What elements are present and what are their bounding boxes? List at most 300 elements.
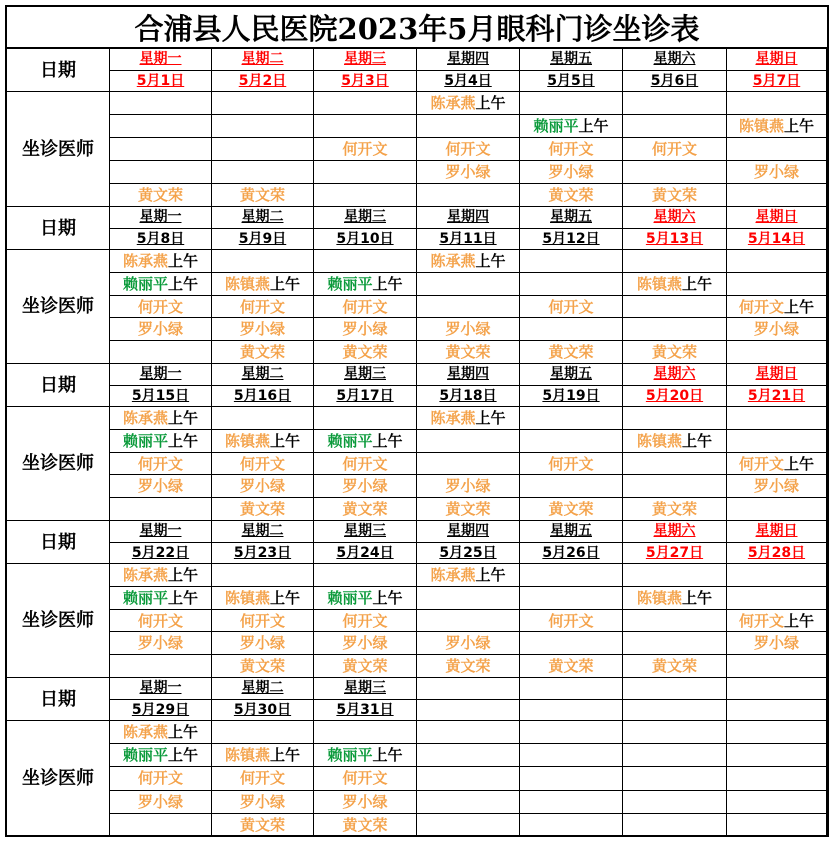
doctor-name: 陈承燕 [122, 409, 168, 427]
doctor-name: 陈承燕 [430, 252, 476, 270]
doctor-name: 何开文 [548, 297, 594, 316]
schedule-cell [314, 767, 417, 790]
schedule-cell [417, 115, 520, 138]
date-cell [212, 543, 314, 565]
session-suffix: 上午 [784, 117, 815, 135]
schedule-cell [110, 767, 212, 790]
schedule-cell [417, 250, 520, 273]
weekday-text: 星期二 [241, 523, 284, 539]
weekday-text: 星期三 [344, 366, 386, 382]
schedule-cell [520, 430, 623, 453]
date-cell [623, 700, 727, 722]
schedule-cell [623, 341, 727, 364]
doctor-name: 罗小绿 [342, 792, 388, 811]
doctor-name: 黄文荣 [651, 500, 697, 519]
date-text: 5月10日 [336, 230, 394, 247]
doctor-name: 罗小绿 [239, 320, 285, 339]
schedule-cell [110, 273, 212, 296]
doctor-name: 何开文 [651, 140, 697, 158]
date-text: 5月29日 [131, 701, 190, 718]
doctor-name: 陈镇燕 [224, 274, 270, 293]
date-text: 5月14日 [747, 230, 806, 247]
schedule-cell [110, 564, 212, 587]
doctor-label: 坐诊医师 [7, 721, 110, 837]
date-text: 5月20日 [645, 387, 704, 404]
schedule-cell [417, 161, 520, 184]
date-cell [623, 543, 727, 565]
session-suffix: 上午 [682, 588, 713, 607]
session-suffix: 上午 [578, 117, 609, 135]
date-cell [623, 71, 727, 93]
weekday-text: 星期六 [653, 366, 696, 382]
doctor-name: 罗小绿 [342, 634, 388, 653]
session-suffix: 上午 [168, 723, 199, 741]
schedule-cell [212, 430, 314, 453]
schedule-cell [314, 498, 417, 521]
schedule-cell [212, 587, 314, 610]
date-text: 5月3日 [341, 72, 389, 89]
weekday-cell [727, 364, 827, 386]
weekday-cell [623, 678, 727, 700]
weekday-cell [212, 49, 314, 71]
schedule-cell [623, 407, 727, 430]
schedule-cell [727, 92, 827, 115]
session-suffix: 上午 [270, 431, 301, 450]
schedule-cell [212, 610, 314, 633]
schedule-cell [727, 610, 827, 633]
session-suffix: 上午 [372, 588, 403, 607]
weekday-text: 星期三 [344, 51, 386, 67]
date-text: 5月6日 [650, 72, 699, 89]
date-cell [110, 229, 212, 251]
schedule-cell [110, 430, 212, 453]
date-cell [417, 386, 520, 408]
schedule-cell [314, 744, 417, 767]
weekday-text: 星期日 [755, 366, 798, 382]
doctor-name: 赖丽平 [327, 274, 373, 293]
date-cell [314, 71, 417, 93]
schedule-cell [417, 632, 520, 655]
schedule-cell [314, 475, 417, 498]
schedule-cell [520, 814, 623, 837]
schedule-cell [212, 453, 314, 476]
schedule-cell [623, 184, 727, 207]
session-suffix: 上午 [784, 611, 815, 630]
schedule-cell [212, 138, 314, 161]
doctor-name: 罗小绿 [137, 477, 183, 496]
weekday-text: 星期六 [653, 51, 696, 67]
schedule-cell [314, 92, 417, 115]
schedule-cell [314, 296, 417, 319]
schedule-cell [727, 184, 827, 207]
date-cell [727, 700, 827, 722]
schedule-cell [110, 92, 212, 115]
weekday-cell [727, 207, 827, 229]
doctor-name: 何开文 [239, 611, 285, 630]
schedule-cell [417, 296, 520, 319]
weekday-cell [417, 521, 520, 543]
schedule-cell [110, 318, 212, 341]
date-cell [110, 71, 212, 93]
weekday-text: 星期一 [139, 51, 182, 67]
date-text: 5月28日 [747, 544, 806, 561]
date-cell [110, 386, 212, 408]
schedule-cell [110, 791, 212, 814]
schedule-cell [417, 655, 520, 678]
weekday-cell [110, 364, 212, 386]
weekday-cell [110, 49, 212, 71]
schedule-cell [727, 161, 827, 184]
date-text: 5月24日 [336, 544, 394, 561]
doctor-name: 陈镇燕 [224, 588, 270, 607]
schedule-cell [520, 296, 623, 319]
date-text: 5月22日 [131, 544, 190, 561]
weekday-cell [623, 364, 727, 386]
doctor-name: 陈承燕 [122, 252, 168, 270]
schedule-cell [212, 498, 314, 521]
session-suffix: 上午 [784, 454, 815, 473]
schedule-cell [520, 115, 623, 138]
date-cell [212, 700, 314, 722]
weekday-cell [212, 678, 314, 700]
weekday-cell [417, 207, 520, 229]
schedule-cell [417, 318, 520, 341]
date-cell [110, 543, 212, 565]
date-cell [212, 386, 314, 408]
weekday-text: 星期四 [447, 51, 489, 67]
schedule-cell [110, 407, 212, 430]
weekday-cell [314, 521, 417, 543]
doctor-name: 赖丽平 [327, 746, 373, 765]
doctor-name: 陈镇燕 [224, 746, 270, 765]
schedule-cell [623, 814, 727, 837]
schedule-cell [314, 115, 417, 138]
schedule-cell [417, 341, 520, 364]
doctor-name: 黄文荣 [239, 343, 285, 362]
weekday-text: 星期四 [447, 523, 489, 539]
date-text: 5月5日 [547, 72, 595, 89]
doctor-name: 何开文 [548, 140, 594, 158]
weekday-cell [727, 521, 827, 543]
weekday-text: 星期六 [653, 209, 696, 225]
session-suffix: 上午 [168, 431, 199, 450]
session-suffix: 上午 [168, 566, 199, 584]
doctor-name: 何开文 [239, 297, 285, 316]
weekday-text: 星期二 [241, 366, 284, 382]
schedule-cell [520, 655, 623, 678]
doctor-name: 罗小绿 [342, 477, 388, 496]
doctor-name: 何开文 [342, 611, 388, 630]
doctor-name: 陈镇燕 [636, 588, 682, 607]
schedule-cell [110, 655, 212, 678]
date-cell [623, 386, 727, 408]
weekday-cell [623, 49, 727, 71]
date-cell [520, 386, 623, 408]
date-text: 5月7日 [752, 72, 801, 89]
doctor-name: 赖丽平 [327, 588, 373, 607]
doctor-name: 黄文荣 [548, 343, 594, 362]
weekday-text: 星期日 [755, 51, 798, 67]
date-label: 日期 [7, 678, 110, 721]
doctor-name: 何开文 [137, 297, 183, 316]
schedule-cell [727, 655, 827, 678]
date-cell [110, 700, 212, 722]
doctor-name: 何开文 [548, 454, 594, 473]
schedule-cell [623, 161, 727, 184]
schedule-cell [520, 498, 623, 521]
page-title: 合浦县人民医院2023年5月眼科门诊坐诊表 [7, 7, 827, 49]
schedule-cell [314, 407, 417, 430]
schedule-cell [212, 115, 314, 138]
schedule-cell [727, 430, 827, 453]
doctor-name: 何开文 [342, 454, 388, 473]
schedule-cell [110, 475, 212, 498]
session-suffix: 上午 [168, 409, 199, 427]
date-label: 日期 [7, 521, 110, 564]
date-cell [727, 229, 827, 251]
doctor-name: 黄文荣 [342, 500, 388, 519]
schedule-cell [727, 632, 827, 655]
doctor-name: 赖丽平 [122, 588, 168, 607]
schedule-cell [110, 341, 212, 364]
schedule-cell [314, 587, 417, 610]
doctor-name: 何开文 [239, 454, 285, 473]
schedule-cell [727, 498, 827, 521]
schedule-cell [727, 407, 827, 430]
weekday-text: 星期五 [550, 209, 592, 225]
doctor-label: 坐诊医师 [7, 92, 110, 207]
schedule-cell [623, 587, 727, 610]
session-suffix: 上午 [475, 252, 506, 270]
date-text: 5月12日 [542, 230, 600, 247]
schedule-cell [314, 161, 417, 184]
doctor-name: 黄文荣 [239, 500, 285, 519]
schedule-cell [212, 744, 314, 767]
doctor-name: 黄文荣 [342, 815, 388, 834]
doctor-name: 罗小绿 [753, 477, 799, 496]
doctor-name: 何开文 [342, 140, 388, 158]
schedule-cell [623, 744, 727, 767]
schedule-cell [727, 273, 827, 296]
weekday-text: 星期二 [241, 209, 284, 225]
schedule-cell [520, 587, 623, 610]
doctor-name: 陈镇燕 [224, 431, 270, 450]
schedule-cell [623, 92, 727, 115]
schedule-cell [110, 453, 212, 476]
schedule-cell [212, 296, 314, 319]
weekday-text: 星期四 [447, 366, 489, 382]
doctor-name: 罗小绿 [137, 320, 183, 339]
doctor-name: 何开文 [342, 297, 388, 316]
session-suffix: 上午 [475, 409, 506, 427]
schedule-cell [520, 318, 623, 341]
schedule-cell [314, 318, 417, 341]
doctor-name: 黄文荣 [445, 657, 491, 676]
schedule-cell [623, 138, 727, 161]
schedule-cell [212, 184, 314, 207]
schedule-cell [212, 475, 314, 498]
schedule-cell [417, 587, 520, 610]
date-text: 5月19日 [542, 387, 600, 404]
schedule-cell [212, 318, 314, 341]
schedule-cell [110, 250, 212, 273]
schedule-cell [520, 184, 623, 207]
schedule-cell [110, 721, 212, 744]
weekday-text: 星期二 [241, 680, 284, 696]
weekday-text: 星期日 [755, 523, 798, 539]
doctor-name: 赖丽平 [122, 746, 168, 765]
weekday-cell [727, 49, 827, 71]
schedule-cell [727, 767, 827, 790]
session-suffix: 上午 [475, 566, 506, 584]
schedule-cell [314, 791, 417, 814]
schedule-cell [212, 161, 314, 184]
schedule-cell [520, 92, 623, 115]
schedule-cell [520, 767, 623, 790]
schedule-cell [314, 721, 417, 744]
date-cell [314, 700, 417, 722]
session-suffix: 上午 [168, 252, 199, 270]
schedule-cell [623, 115, 727, 138]
doctor-name: 何开文 [738, 611, 784, 630]
weekday-text: 星期五 [550, 366, 592, 382]
schedule-cell [417, 273, 520, 296]
schedule-cell [212, 250, 314, 273]
session-suffix: 上午 [372, 746, 403, 765]
session-suffix: 上午 [372, 431, 403, 450]
schedule-cell [314, 184, 417, 207]
session-suffix: 上午 [682, 274, 713, 293]
date-cell [520, 229, 623, 251]
schedule-cell [417, 92, 520, 115]
date-cell [212, 71, 314, 93]
doctor-name: 何开文 [548, 611, 594, 630]
date-text: 5月9日 [238, 230, 287, 247]
doctor-name: 黄文荣 [548, 186, 594, 204]
schedule-cell [520, 475, 623, 498]
date-cell [520, 71, 623, 93]
schedule-cell [520, 161, 623, 184]
schedule-cell [417, 610, 520, 633]
schedule-cell [212, 655, 314, 678]
doctor-name: 赖丽平 [533, 117, 579, 135]
schedule-cell [727, 115, 827, 138]
schedule-cell [623, 250, 727, 273]
weekday-cell [314, 49, 417, 71]
schedule-cell [520, 250, 623, 273]
schedule-cell [727, 564, 827, 587]
date-text: 5月17日 [336, 387, 394, 404]
date-cell [520, 700, 623, 722]
date-cell [417, 543, 520, 565]
doctor-name: 罗小绿 [342, 320, 388, 339]
schedule-cell [623, 273, 727, 296]
schedule-cell [212, 341, 314, 364]
weekday-cell [314, 207, 417, 229]
date-text: 5月2日 [238, 72, 287, 89]
session-suffix: 上午 [168, 588, 199, 607]
date-cell [623, 229, 727, 251]
schedule-cell [520, 341, 623, 364]
doctor-name: 何开文 [137, 611, 183, 630]
schedule-cell [727, 250, 827, 273]
schedule-cell [417, 407, 520, 430]
doctor-name: 陈承燕 [122, 723, 168, 741]
schedule-cell [314, 610, 417, 633]
weekday-cell [417, 678, 520, 700]
schedule-cell [417, 564, 520, 587]
schedule-cell [417, 767, 520, 790]
date-text: 5月21日 [747, 387, 806, 404]
weekday-text: 星期六 [653, 523, 696, 539]
schedule-cell [110, 498, 212, 521]
schedule-cell [727, 721, 827, 744]
schedule-cell [623, 767, 727, 790]
weekday-text: 星期三 [344, 523, 386, 539]
date-cell [520, 543, 623, 565]
doctor-name: 何开文 [137, 769, 183, 788]
weekday-cell [520, 678, 623, 700]
schedule-cell [417, 744, 520, 767]
date-cell [417, 700, 520, 722]
doctor-name: 黄文荣 [239, 815, 285, 834]
schedule-cell [314, 341, 417, 364]
date-text: 5月8日 [136, 230, 185, 247]
session-suffix: 上午 [270, 746, 301, 765]
doctor-name: 赖丽平 [122, 431, 168, 450]
doctor-name: 黄文荣 [445, 343, 491, 362]
doctor-name: 陈镇燕 [738, 117, 784, 135]
weekday-cell [314, 364, 417, 386]
schedule-cell [417, 498, 520, 521]
schedule-cell [212, 814, 314, 837]
date-cell [727, 543, 827, 565]
schedule-cell [110, 610, 212, 633]
schedule-cell [110, 115, 212, 138]
schedule-cell [212, 564, 314, 587]
session-suffix: 上午 [784, 297, 815, 316]
doctor-name: 何开文 [738, 297, 784, 316]
schedule-cell [520, 407, 623, 430]
schedule-cell [314, 564, 417, 587]
doctor-name: 罗小绿 [445, 320, 491, 339]
date-text: 5月27日 [645, 544, 704, 561]
date-cell [314, 229, 417, 251]
schedule-cell [417, 138, 520, 161]
doctor-name: 黄文荣 [651, 657, 697, 676]
doctor-name: 黄文荣 [548, 657, 594, 676]
weekday-text: 星期一 [139, 523, 182, 539]
schedule-cell [727, 587, 827, 610]
schedule-cell [110, 744, 212, 767]
date-text: 5月18日 [439, 387, 497, 404]
doctor-name: 陈镇燕 [636, 274, 682, 293]
doctor-name: 罗小绿 [753, 320, 799, 339]
schedule-cell [520, 610, 623, 633]
date-cell [212, 229, 314, 251]
schedule-cell [314, 273, 417, 296]
doctor-name: 罗小绿 [239, 792, 285, 811]
weekday-text: 星期五 [550, 51, 592, 67]
schedule-cell [110, 632, 212, 655]
schedule-cell [417, 453, 520, 476]
weekday-cell [212, 521, 314, 543]
date-text: 5月13日 [645, 230, 704, 247]
doctor-name: 罗小绿 [445, 163, 491, 181]
doctor-label: 坐诊医师 [7, 250, 110, 364]
doctor-name: 陈承燕 [430, 94, 476, 112]
schedule-cell [520, 791, 623, 814]
